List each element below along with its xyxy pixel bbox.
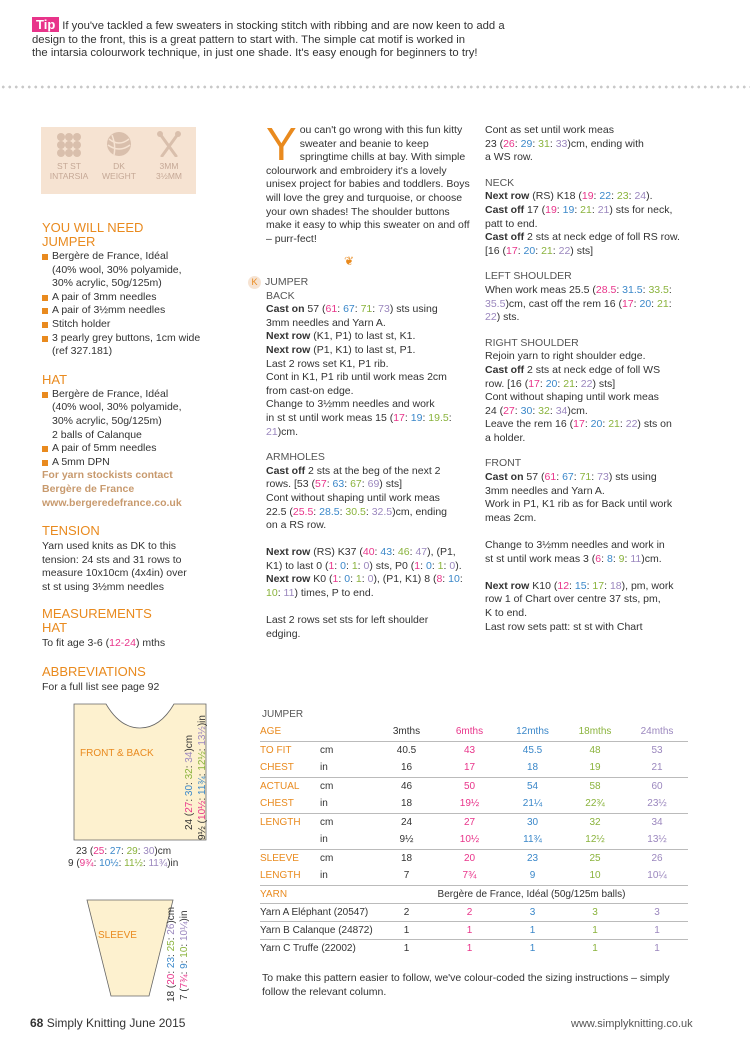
table-cell: 50 [438, 777, 501, 795]
needles-icon [154, 131, 184, 157]
table-cell: 54 [501, 777, 564, 795]
spec-weight-l1: DK [113, 161, 125, 171]
need-jumper-title: JUMPER [42, 234, 96, 249]
table-cell: 13½ [647, 834, 667, 846]
table-cell: 53 [626, 741, 688, 759]
table-cell: 26 [626, 849, 688, 867]
table-row [260, 759, 688, 777]
table-row [260, 741, 688, 759]
row-unit: cm [320, 813, 375, 831]
table-cell: 32 [564, 813, 626, 831]
abbrev-line: For a full list see page 92 [42, 681, 160, 694]
table-cell: 10¼ [647, 870, 667, 882]
spec-weight-l2: WEIGHT [102, 171, 136, 181]
row-label: LENGTH [260, 870, 301, 882]
yarn-header-row [260, 885, 688, 903]
dotted-divider [0, 84, 750, 90]
table-cell: 12½ [585, 834, 605, 846]
spec-stitch-l1: ST ST [57, 161, 81, 171]
yarn-desc: Bergère de France, Idéal (50g/125m balls) [375, 885, 688, 903]
front-text: Cast on 57 (61: 67: 71: 73) sts using 3mm needles and Yarn A. Work in P1, K1 rib as for Back until work meas 2cm. Change to 3½mm needles and work in st st until work meas 3 (6: 8: 9: 11)cm. Next row K10 (12: 15: 17: 18), pm, work row 1 of Chart over centre 37 sts, pm, K to end. Last row sets patt: st st with Chart [485, 471, 674, 633]
spec-box [41, 127, 196, 194]
yarn-ball-icon [104, 131, 134, 157]
row-label: ACTUAL [260, 777, 320, 795]
table-cell: 25 [564, 849, 626, 867]
stockists: For yarn stockists contact Bergère de France www.bergeredefrance.co.uk [42, 469, 182, 509]
need-jumper-item: Bergère de France, Idéal (40% wool, 30% polyamide, 30% acrylic, 50g/125m) [42, 250, 217, 291]
row-unit: cm [320, 849, 375, 867]
yarn-qty: 1 [626, 939, 688, 957]
size-12mths: 12mths [516, 726, 549, 738]
size-6mths: 6mths [455, 726, 484, 738]
table-cell: 43 [438, 741, 501, 759]
yarn-row [260, 903, 688, 921]
need-hat-item: A 5mm DPN [42, 456, 217, 470]
right-shoulder-text: Rejoin yarn to right shoulder edge. Cast off 2 sts at neck edge of foll WS row. [16 (17: 20: 21: 22) sts] Cont without shaping until work meas 24 (27: 30: 32: 34)cm. Leave the rem 16 (17: 20: 21: 22) sts on a holder. [485, 350, 672, 444]
table-cell: 46 [375, 777, 438, 795]
pattern-right-column [485, 124, 700, 634]
age-label: AGE [260, 726, 282, 738]
table-row [260, 867, 688, 885]
measurements-line: To fit age 3-6 (12-24) mths [42, 637, 166, 650]
yarn-qty: 1 [375, 921, 438, 939]
table-cell: 58 [564, 777, 626, 795]
yarn-name: Yarn B Calanque (24872) [260, 921, 375, 939]
table-cell: 23 [501, 849, 564, 867]
front-back-diagram [60, 702, 220, 852]
yarn-qty: 1 [564, 921, 626, 939]
sleeve-height-in: 7 (7¾: 9: 10: 10¼)in [179, 910, 190, 1000]
sleeve-height-cm: 18 (20: 23: 25: 26)cm [166, 906, 177, 1002]
table-cell: 48 [564, 741, 626, 759]
yarn-qty: 2 [438, 903, 501, 921]
yarn-qty: 1 [564, 939, 626, 957]
table-cell: 10½ [459, 834, 480, 846]
yarn-qty: 3 [564, 903, 626, 921]
neck-heading: NECK [485, 176, 515, 189]
tip-line-3: the intarsia colourwork technique, in just one shade. It's easy enough for beginners to try! [32, 47, 478, 59]
you-will-need-section [42, 221, 217, 695]
table-cell: 27 [438, 813, 501, 831]
table-cell: 19 [589, 762, 601, 774]
need-jumper-item: 3 pearly grey buttons, 1cm wide (ref 327.181) [42, 332, 217, 359]
armholes-text: Cast off 2 sts at the beg of the next 2 rows. [53 (57: 63: 67: 69) sts] Cont without shaping until work meas 22.5 (25.5: 28.5: 30.5: 32.5)cm, ending on a RS row. Next row (RS) K37 (40: 43: 46: 47), (P1, K1) to last 0 (1: 0: 1: 0) sts, P0 (1: 0: 1: 0). Next row K0 (1: 0: 1: 0), (P1, K1) 8 (8: 10: 10: 11) times, P to end. Last 2 rows set sts for left shoulder edging. [266, 464, 463, 640]
table-cell: 18 [375, 849, 438, 867]
need-jumper-item: Stitch holder [42, 318, 217, 332]
cont-text: Cont as set until work meas 23 (26: 29: 31: 33)cm, ending with a WS row. [485, 124, 644, 164]
table-cell: 20 [438, 849, 501, 867]
table-cell: 45.5 [501, 741, 564, 759]
left-shoulder-text: When work meas 25.5 (28.5: 31.5: 33.5: 35.5)cm, cast off the rem 16 (17: 20: 21: 22) sts. [485, 283, 672, 324]
table-cell: 23½ [647, 798, 667, 810]
back-text: Cast on 57 (61: 67: 71: 73) sts using 3mm needles and Yarn A. Next row (K1, P1) to last st, K1. Next row (P1, K1) to last st, P1. Last 2 rows set K1, P1 rib. Cont in K1, P1 rib until work meas 2cm from cast-on edge. Change to 3½mm needles and work in st st until work meas 15 (17: 19: 19.5: 21)cm. [266, 303, 452, 438]
row-label: SLEEVE [260, 849, 320, 867]
jumper-heading: JUMPER [265, 276, 309, 288]
size-3mths: 3mths [392, 726, 421, 738]
row-unit: in [320, 870, 328, 882]
spec-needles [147, 131, 191, 181]
armholes-heading: ARMHOLES [266, 451, 325, 464]
size-24mths: 24mths [640, 726, 674, 738]
yarn-qty: 1 [375, 939, 438, 957]
footer-left [30, 1016, 185, 1030]
size-18mths: 18mths [578, 726, 612, 738]
table-cell: 9½ [399, 834, 414, 846]
spec-stitch [47, 131, 91, 181]
spec-needles-l2: 3½MM [156, 171, 182, 181]
tip-line-1: If you've tackled a few sweaters in stocking stitch with ribbing and are now keen to add a [62, 20, 505, 32]
table-cell: 24 [375, 813, 438, 831]
row-unit: cm [320, 777, 375, 795]
row-unit: cm [320, 741, 375, 759]
need-hat-title: HAT [42, 371, 68, 387]
front-heading: FRONT [485, 457, 522, 470]
table-cell: 22¾ [585, 798, 605, 810]
right-shoulder-heading: RIGHT SHOULDER [485, 336, 579, 349]
back-heading: BACK [266, 289, 295, 302]
table-cell: 17 [463, 762, 476, 774]
need-jumper-item: A pair of 3½mm needles [42, 304, 217, 318]
yarn-qty: 1 [501, 921, 564, 939]
spec-needles-l1: 3MM [159, 161, 179, 171]
spec-stitch-l2: INTARSIA [49, 171, 89, 181]
need-title: YOU WILL NEED [42, 220, 144, 235]
measurements-hat: HAT [42, 620, 68, 636]
need-jumper-item: A pair of 3mm needles [42, 291, 217, 305]
yarn-name: Yarn C Truffe (22002) [260, 939, 375, 957]
body-width-cm: 23 (25: 27: 29: 30)cm [76, 846, 172, 857]
intro-dropcap: Y [266, 118, 297, 170]
table-cell: 16 [400, 762, 413, 774]
table-row [260, 831, 688, 849]
intro-paragraph [266, 118, 470, 246]
table-header-row [260, 723, 688, 741]
tip-label: Tip [32, 17, 59, 32]
magazine-issue: Simply Knitting June 2015 [46, 1016, 186, 1030]
sleeve-diagram [85, 898, 175, 998]
front-back-label: FRONT & BACK [80, 748, 154, 759]
stitch-icon [54, 131, 84, 157]
intro-text: ou can't go wrong with this fun kitty sweater and beanie to keep springtime chills at bay. With simple colourwork and embroidery it's a lovely unisex project for babies and toddlers. Boys will love the grey and turquoise, or choose your own shades! The shoulder buttons make it easy to whip this sweater on and off – purr-fect! [266, 124, 470, 245]
row-label: CHEST [260, 762, 294, 774]
footer-url: www.simplyknitting.co.uk [571, 1018, 693, 1030]
row-unit: in [320, 798, 328, 810]
table-row [260, 795, 688, 813]
table-cell: 18 [400, 798, 413, 810]
tip-box [32, 17, 722, 61]
row-label: LENGTH [260, 813, 320, 831]
need-hat-item: A pair of 5mm needles [42, 442, 217, 456]
table-cell: 11¾ [523, 834, 542, 846]
body-width-in: 9 (9¾: 10½: 11½: 11¾)in [68, 858, 179, 869]
yarn-row [260, 939, 688, 957]
yarn-qty: 3 [501, 903, 564, 921]
table-cell: 18 [526, 762, 539, 774]
left-shoulder-heading: LEFT SHOULDER [485, 270, 572, 283]
yarn-qty: 2 [375, 903, 438, 921]
table-row [260, 777, 688, 795]
body-height-in: 9½ (10½: 11¾: 12½: 13½)in [197, 715, 208, 840]
table-note: To make this pattern easier to follow, we've colour-coded the sizing instructions – simply follow the relevant column. [262, 972, 670, 998]
table-cell: 7 [403, 870, 410, 882]
measurements-title: MEASUREMENTS [42, 606, 152, 622]
table-cell: 40.5 [375, 741, 438, 759]
yarn-qty: 1 [438, 939, 501, 957]
abbrev-title: ABBREVIATIONS [42, 664, 146, 680]
table-row [260, 813, 688, 831]
table-cell: 21¼ [522, 798, 543, 810]
tip-line-2: design to the front, this is a great pattern to start with. The simple cat motif is worked in [32, 33, 466, 46]
need-hat-item: Bergère de France, Idéal (40% wool, 30% polyamide, 30% acrylic, 50g/125m) 2 balls of Calanque [42, 388, 217, 442]
yarn-name: Yarn A Eléphant (20547) [260, 903, 375, 921]
yarn-qty: 1 [501, 939, 564, 957]
row-label: TO FIT [260, 741, 320, 759]
table-cell: 30 [501, 813, 564, 831]
neck-text: Next row (RS) K18 (19: 22: 23: 24). Cast off 17 (19: 19: 21: 21) sts for neck, patt to end. Cast off 2 sts at neck edge of foll RS row. [16 (17: 20: 21: 22) sts] [485, 190, 680, 257]
table-cell: 34 [626, 813, 688, 831]
tension-title: TENSION [42, 523, 100, 539]
k-badge: K [248, 276, 261, 289]
yarn-row [260, 921, 688, 939]
table-cell: 9 [529, 870, 536, 882]
yarn-qty: 3 [626, 903, 688, 921]
size-table [260, 723, 688, 957]
table-cell: 10 [589, 870, 601, 882]
table-cell: 19½ [459, 798, 480, 810]
yarn-qty: 1 [626, 921, 688, 939]
table-cell: 21 [651, 762, 663, 774]
ornament-divider: ❦ [344, 254, 355, 268]
table-title: JUMPER [262, 709, 304, 720]
row-label [260, 831, 320, 849]
yarn-qty: 1 [438, 921, 501, 939]
table-cell: 7¾ [462, 870, 477, 882]
row-unit: in [320, 762, 328, 774]
page-number: 68 [30, 1016, 44, 1030]
table-cell: 60 [626, 777, 688, 795]
pattern-jumper-back [248, 276, 468, 641]
spec-weight [97, 131, 141, 181]
sleeve-label: SLEEVE [98, 930, 137, 941]
row-label: CHEST [260, 798, 294, 810]
body-height-cm: 24 (27: 30: 32: 34)cm [184, 734, 195, 830]
yarn-label: YARN [260, 885, 320, 903]
row-unit: in [320, 834, 328, 846]
tension-text: Yarn used knits as DK to this tension: 24 sts and 31 rows to measure 10x10cm (4x4in) over st st using 3½mm needles [42, 540, 187, 593]
table-row [260, 849, 688, 867]
